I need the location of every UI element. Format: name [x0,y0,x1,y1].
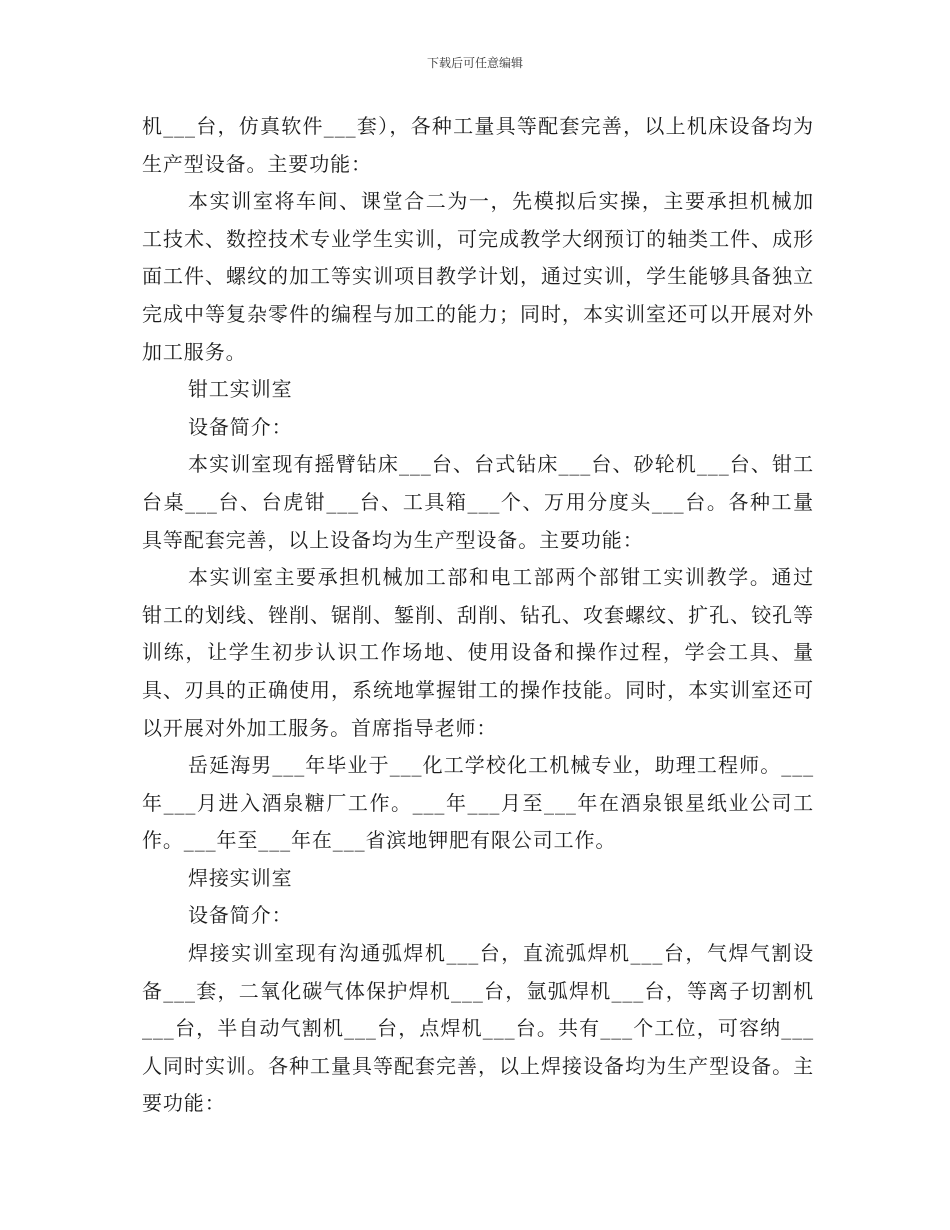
paragraph: 本实训室现有摇臂钻床___台、台式钻床___台、砂轮机___台、钳工台桌___台、台虎钳___台、工具箱___个、万用分度头___台。各种工量具等配套完善，以上设备均为生产型设备。主要功能： [142,452,814,552]
section-heading: 焊接实训室 [188,865,293,890]
paragraph: 焊接实训室现有沟通弧焊机___台，直流弧焊机___台，气焊气割设备___套，二氧化碳气体保护焊机___台，氩弧焊机___台，等离子切割机___台，半自动气割机___台，点焊机___台。共有___个工位，可容纳___人同时实训。各种工量具等配套完善，以上焊接设备均为生产型设备。主要功能： [142,941,814,1116]
paragraph: 机___台，仿真软件___套），各种工量具等配套完善，以上机床设备均为生产型设备。主要功能： [142,114,814,176]
document-body [142,108,814,1123]
subsection-heading: 设备简介： [188,414,293,439]
paragraph: 本实训室将车间、课堂合二为一，先模拟后实操，主要承担机械加工技术、数控技术专业学生实训，可完成教学大纲预订的轴类工件、成形面工件、螺纹的加工等实训项目教学计划，通过实训，学生能够具备独立完成中等复杂零件的编程与加工的能力；同时，本实训室还可以开展对外加工服务。 [142,189,814,364]
section-heading: 钳工实训室 [188,377,293,402]
paragraph: 岳延海男___年毕业于___化工学校化工机械专业，助理工程师。___年___月进入酒泉糖厂工作。___年___月至___年在酒泉银星纸业公司工作。___年至___年在___省滨地钾肥有限公司工作。 [142,753,814,853]
subsection-heading: 设备简介： [188,903,293,928]
page-header: 下载后可任意编辑 [426,56,523,70]
paragraph: 本实训室主要承担机械加工部和电工部两个部钳工实训教学。通过钳工的划线、锉削、锯削、錾削、刮削、钻孔、攻套螺纹、扩孔、铰孔等训练，让学生初步认识工作场地、使用设备和操作过程，学会工具、量具、刃具的正确使用，系统地掌握钳工的操作技能。同时，本实训室还可以开展对外加工服务。首席指导老师： [142,565,814,740]
